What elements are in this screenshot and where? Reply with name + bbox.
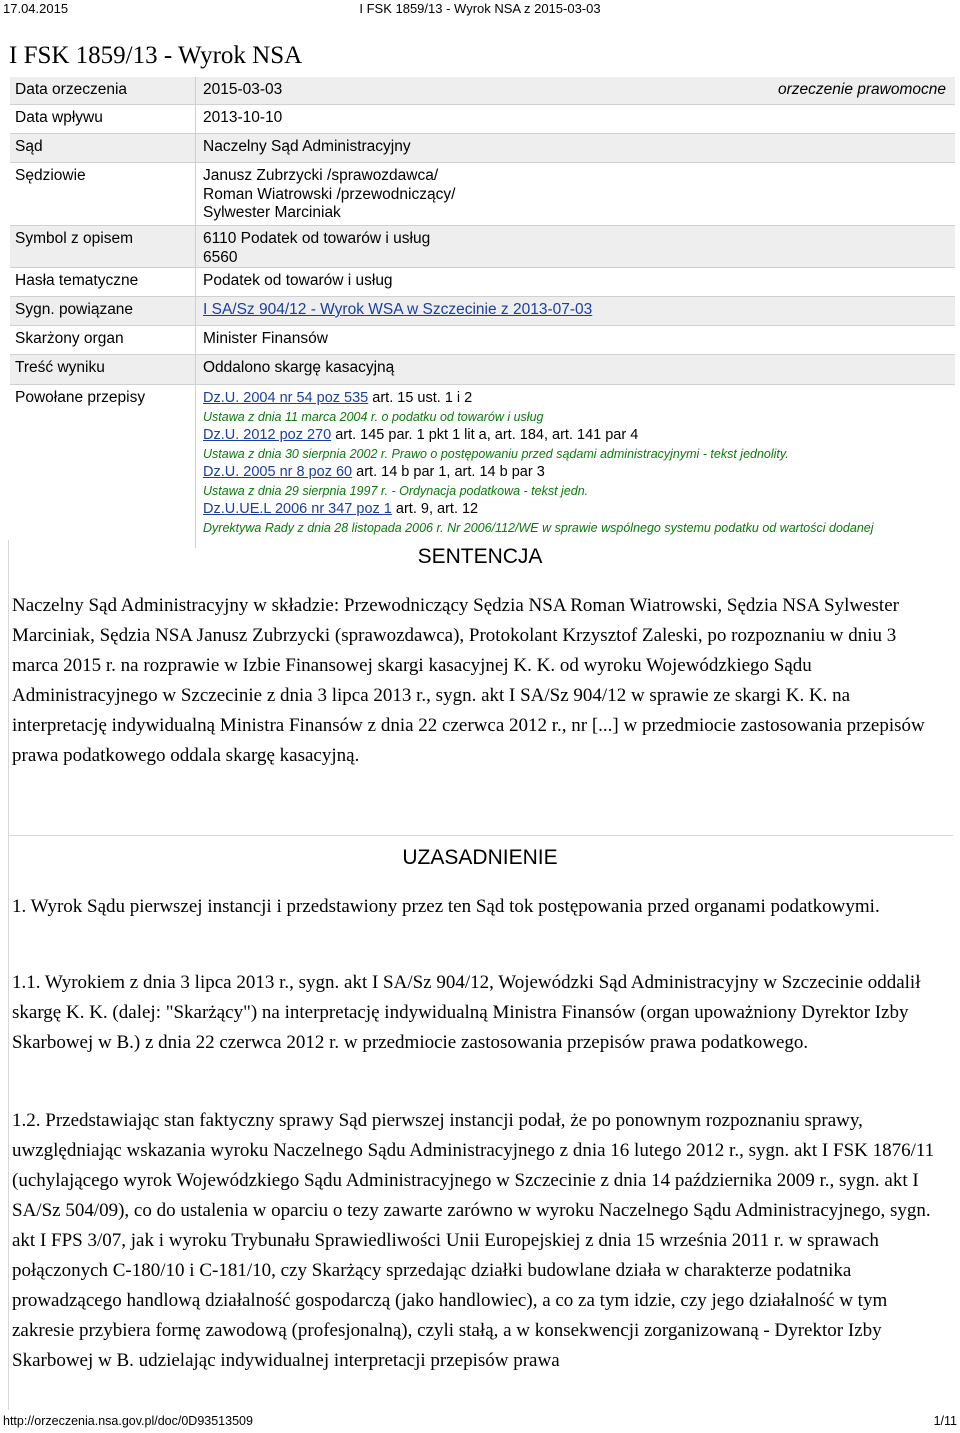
uzasadnienie-heading: UZASADNIENIE [402,846,558,869]
meta-row-sad [10,133,955,162]
law-entry [203,426,948,445]
law-entry [203,389,948,408]
law-link[interactable]: Dz.U. 2012 poz 270 [203,427,332,443]
meta-value: Oddalono skargę kasacyjną [203,359,395,376]
sentencja-heading: SENTENCJA [417,545,543,568]
meta-row-symbol [10,225,955,267]
page-number: 1/11 [933,1414,957,1428]
meta-row-data-orzeczenia [10,77,955,104]
law-title: Ustawa z dnia 11 marca 2004 r. o podatku od towarów i usług [203,409,544,424]
meta-row-wynik [10,354,955,384]
meta-label: Symbol z opisem [15,230,134,247]
meta-row-przepisy [10,384,955,548]
meta-label: Data orzeczenia [15,81,128,98]
uzasadnienie-paragraph: 1. Wyrok Sądu pierwszej instancji i przedstawiony przez ten Sąd tok postępowania przed organami podatkowymi. [12,896,880,917]
meta-value: Minister Finansów [203,330,328,347]
law-title: Ustawa z dnia 30 sierpnia 2002 r. Prawo o postępowaniu przed sądami administracyjnymi - tekst jednolity. [203,446,789,461]
symbol-value: 6560 [203,248,238,266]
meta-row-sedziowie [10,162,955,225]
sentencja-text: Naczelny Sąd Administracyjny w składzie: Przewodniczący Sędzia NSA Roman Wiatrowski, Sędzia NSA Sylwester Marciniak, Sędzia NSA Janusz Zubrzycki (sprawozdawca), Protokolant Krzysztof Zaleski, po rozpoznaniu w dniu 3 marca 2015 r. na rozprawie w Izbie Finansowej skargi kasacyjnej K. K. od wyroku Wojewódzkiego Sądu Administracyjnego w Szczecinie z dnia 3 lipca 2013 r., sygn. akt I SA/Sz 904/12 w sprawie ze skargi K. K. na interpretację indywidualną Ministra Finansów z dnia 22 czerwca 2012 r., nr [...] w przedmiocie zastosowania przepisów prawa podatkowego oddala skargę kasacyjną. [12,595,925,766]
meta-label: Data wpływu [15,109,103,126]
law-title: Ustawa z dnia 29 sierpnia 1997 r. - Ordynacja podatkowa - tekst jedn. [203,483,589,498]
meta-label: Hasła tematyczne [15,272,139,289]
law-link[interactable]: Dz.U. 2005 nr 8 poz 60 [203,464,353,480]
meta-value: 2013-10-10 [203,109,283,126]
meta-label: Skarżony organ [15,330,124,347]
uzasadnienie-paragraph: 1.1. Wyrokiem z dnia 3 lipca 2013 r., sygn. akt I SA/Sz 904/12, Wojewódzki Sąd Administracyjny w Szczecinie oddalił skargę K. K. (dalej: "Skarżący") na interpretację indywidualną Ministra Finansów (organ upoważniony Dyrektor Izby Skarbowej w B.) z dnia 22 czerwca 2012 r. w przedmiocie zastosowania przepisów prawa podatkowego. [12,972,921,1053]
print-date: 17.04.2015 [3,1,69,16]
meta-value: Podatek od towarów i usług [203,272,393,289]
judge-name: Roman Wiatrowski /przewodniczący/ [203,185,456,203]
law-link[interactable]: Dz.U.UE.L 2006 nr 347 poz 1 [203,501,392,517]
meta-label: Treść wyniku [15,359,105,376]
meta-label: Sygn. powiązane [15,301,134,318]
law-entry [203,463,948,482]
uzasadnienie-paragraph: 1.2. Przedstawiając stan faktyczny sprawy Sąd pierwszej instancji podał, że po ponownym rozpoznaniu sprawy, uwzględniając wskazania wyroku Naczelnego Sądu Administracyjnego z dnia 16 lutego 2012 r., sygn. akt I FSK 1876/11 (uchylającego wyrok Wojewódzkiego Sądu Administracyjnego w Szczecinie z dnia 14 października 2009 r., sygn. akt I SA/Sz 504/09), co do ustalenia w oparciu o tezy zawarte zarówno w wyroku Naczelnego Sądu Administracyjnego, sygn. akt I FPS 3/07, jak i wyroku Trybunału Sprawiedliwości Unii Europejskiej z dnia 15 września 2011 r. w sprawach połączonych C-180/10 i C-181/10, czy Skarżący sprzedając działki budowlane działa w charakterze podatnika prowadzącego handlową działalność gospodarczą (jako handlowiec), a co za tym idzie, czy jego działalność w tym zakresie przybiera formę zawodową (profesjonalną), czyli stałą, a w konsekwencji zorganizowaną - Dyrektor Izby Skarbowej w B. udzielając indywidualnej interpretacji przepisów prawa [12,1110,935,1371]
meta-value: 2015-03-03 [203,81,283,98]
judges-list [203,167,948,223]
meta-row-sygn [10,296,955,325]
case-metadata-table [10,77,955,548]
law-articles: art. 9, art. 12 [391,501,479,517]
page-title: I FSK 1859/13 - Wyrok NSA [9,42,303,69]
judge-name: Janusz Zubrzycki /sprawozdawca/ [203,167,439,184]
law-articles: art. 145 par. 1 pkt 1 lit a, art. 184, art. 141 par 4 [331,427,639,443]
print-footer [0,1414,960,1433]
meta-row-hasla [10,267,955,296]
related-case-link[interactable]: I SA/Sz 904/12 - Wyrok WSA w Szczecinie z 2013-07-03 [203,301,593,318]
law-title: Dyrektywa Rady z dnia 28 listopada 2006 r. Nr 2006/112/WE w sprawie wspólnego systemu podatku od wartości dodanej [203,520,874,535]
meta-value: Naczelny Sąd Administracyjny [203,138,411,155]
law-articles: art. 15 ust. 1 i 2 [368,390,473,406]
judge-name: Sylwester Marciniak [203,204,341,221]
cited-laws-list [203,389,948,537]
law-link[interactable]: Dz.U. 2004 nr 54 poz 535 [203,390,369,406]
meta-label: Powołane przepisy [15,389,146,406]
symbol-value: 6110 Podatek od towarów i usług [203,230,431,247]
meta-row-organ [10,325,955,354]
law-entry [203,500,948,519]
status-badge: orzeczenie prawomocne [777,81,946,98]
meta-label: Sąd [15,138,43,155]
meta-label: Sędziowie [15,167,86,184]
print-page-title: I FSK 1859/13 - Wyrok NSA z 2015-03-03 [359,1,601,16]
law-articles: art. 14 b par 1, art. 14 b par 3 [352,464,545,480]
meta-row-data-wplywu [10,104,955,133]
print-header [0,0,960,18]
print-url: http://orzeczenia.nsa.gov.pl/doc/0D93513509 [3,1414,253,1428]
symbol-list [203,230,948,267]
